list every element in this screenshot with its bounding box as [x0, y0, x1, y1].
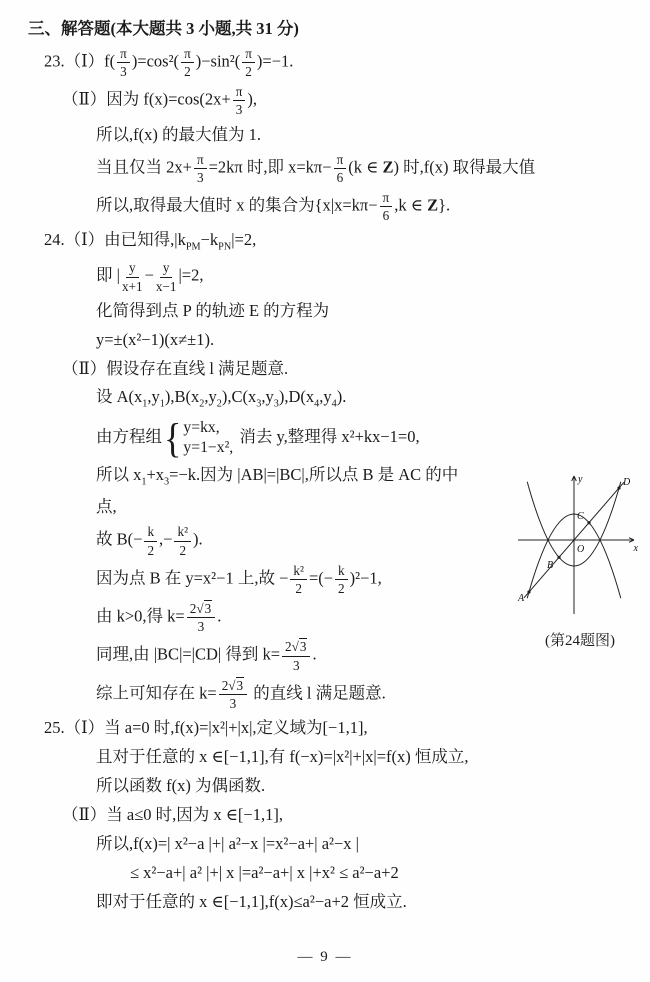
problem-23-line-5: 所以,取得最大值时 x 的集合为{x|x=kπ− $\frac{\pi}{6}$ ,k ∈ Z}. [96, 189, 451, 224]
problem-24-line-11: 因为点 B 在 y=x²−1 上,故 − $\frac{\text{k²}}{2}$ =(− $\frac{k}{2}$ )²−1, [96, 562, 382, 596]
coordinate-graph [514, 468, 646, 618]
problem-24-line-12: 由 k>0,得 k= $\frac{2√3}{3}$ . [96, 601, 222, 635]
problem-24-line-14: 综上可知存在 k= $\frac{2√3}{3}$ 的直线 l 满足题意. [96, 677, 386, 711]
problem-25-line-6: ≤ x²−a+| a² |+| x |=a²−a+| x |+x² ≤ a²−a+2 [130, 862, 399, 882]
problem-24-figure [514, 468, 646, 650]
problem-24-line-4: y=±(x²−1)(x≠±1). [96, 329, 215, 349]
problem-24-line-8: 所以 $x_1+x_3=-k$.因为 |AB|=|BC|,所以点 B 是 AC 的中 [96, 465, 459, 488]
point-d-dot [617, 486, 620, 489]
page-number: — 9 — [297, 949, 353, 965]
problem-23-line-1: 23.（Ⅰ）f( $\frac{\pi}{3}$ )=cos²( $\frac{\pi}{2}$ )−sin²( $\frac{\pi}{2}$ )=−1. [44, 45, 294, 80]
point-c-label: C [577, 511, 584, 522]
point-c-dot [587, 521, 590, 524]
problem-25-line-3: 所以函数 f(x) 为偶函数. [96, 775, 266, 795]
problem-25-line-1: 25.（Ⅰ）当 a=0 时,f(x)=|x²|+|x|,定义域为[−1,1], [44, 718, 368, 738]
problem-24-line-10: 故 B(− $\frac{k}{2}$ ,− $\frac{\text{k²}}{2}$ ). [96, 524, 203, 558]
problem-25-line-7: 即对于任意的 x ∈[−1,1],f(x)≤a²−a+2 恒成立. [96, 891, 407, 911]
problem-23-line-2: （Ⅱ）因为 f(x)=cos(2x+ $\frac{\pi}{3}$ ), [62, 84, 257, 118]
problem-24-line-6: 设 $A(x_1,y_1),B(x_2,y_2),C(x_3,y_3),D(x_4,y_4)$. [96, 387, 347, 410]
origin-label: O [577, 544, 585, 555]
problem-25-line-5: 所以,f(x)=| x²−a |+| a²−x |=x²−a+| a²−x | [96, 833, 359, 853]
problem-23-line-3: 所以,f(x) 的最大值为 1. [96, 124, 261, 144]
point-b-dot [557, 556, 560, 559]
problem-24-line-1: 24.（Ⅰ）由已知得$,|k_{PM}-k_{PN}|=2$, [44, 230, 257, 253]
point-a-dot [527, 590, 530, 593]
section-title: 三、解答题(本大题共 3 小题,共 31 分) [28, 19, 299, 38]
problem-24-line-2: 即 | $\frac{y}{x+1}$ − $\frac{y}{x-1}$ |=2, [96, 260, 204, 294]
point-b-label: B [547, 560, 554, 571]
problem-24-line-3: 化简得到点 P 的轨迹 E 的方程为 [96, 300, 330, 320]
problem-25-line-4: （Ⅱ）当 a≤0 时,因为 x ∈[−1,1], [62, 804, 283, 824]
y-axis-label: y [578, 474, 583, 485]
figure-caption: (第24题图) [545, 633, 615, 649]
problem-25-line-2: 且对于任意的 x ∈[−1,1],有 f(−x)=|x²|+|x|=f(x) 恒成立, [96, 746, 469, 766]
problem-24-line-9: 点, [96, 497, 117, 517]
problem-24-line-7: 由方程组 { y=kx, y=1−x², 消去 y,整理得 x²+kx−1=0, [96, 414, 420, 461]
problem-24-line-5: （Ⅱ）假设存在直线 l 满足题意. [62, 358, 289, 378]
problem-24-line-13: 同理,由 |BC|=|CD| 得到 k= $\frac{2√3}{3}$ . [96, 639, 317, 673]
problem-23-line-4: 当且仅当 2x+ $\frac{\pi}{3}$ =2kπ 时,即 x=kπ− $\frac{\pi}{6}$ (k ∈ Z) 时,f(x) 取得最大值 [96, 151, 536, 185]
point-a-label: A [518, 593, 525, 604]
x-axis-label: x [633, 543, 638, 554]
point-d-label: D [623, 477, 631, 488]
